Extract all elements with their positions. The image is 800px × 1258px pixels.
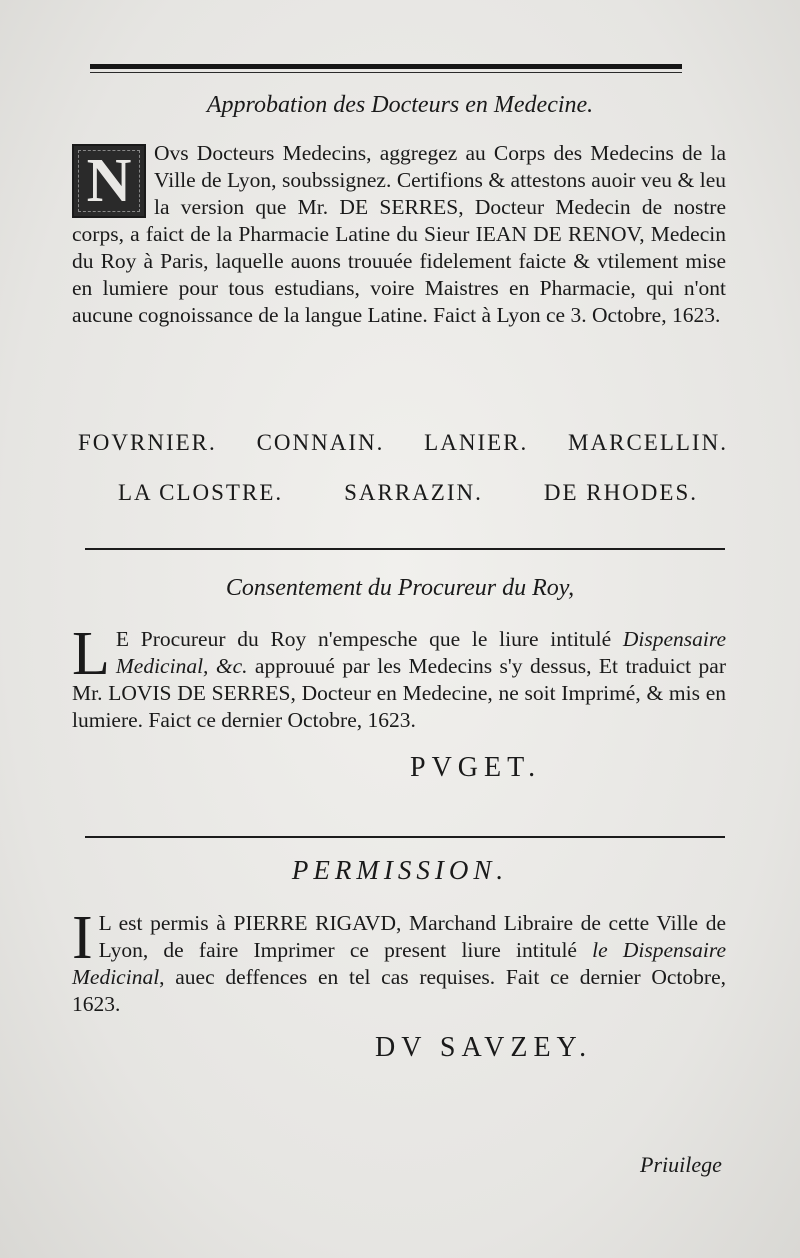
signatory: SARRAZIN. xyxy=(344,480,483,505)
approbation-text: Ovs Docteurs Medecins, aggregez au Corps des Medecins de la Ville de Lyon, soubssignez. Certifions & attestons auoir veu & leu la version que Mr. DE SERRES, Docteur Medecin de nostre corps, a faict de la Pharmacie Latine du Sieur IEAN DE RENOV, Medecin du Roy à Paris, laquelle auons trouuée fidelement faicte & vtilement mise en lumiere pour tous estudians, voire Maistres en Pharmacie, qui n'ont aucune cognoissance de la langue Latine. Faict à Lyon ce 3. Octobre, 1623. xyxy=(72,141,726,327)
ornamental-initial-n: N xyxy=(72,144,146,218)
signatory: LANIER. xyxy=(424,430,529,455)
signatories-row-2 xyxy=(118,480,698,506)
signature-du-sauzey: DV SAVZEY. xyxy=(375,1032,593,1063)
initial-i: I xyxy=(72,904,93,972)
catchword: Priuilege xyxy=(640,1152,722,1177)
signatory: LA CLOSTRE. xyxy=(118,480,284,505)
signatories-row-1 xyxy=(78,430,728,456)
book-title: le Dispensaire Medicinal xyxy=(72,938,726,989)
permission-paragraph: I L est permis à PIERRE RIGAVD, Marchand Libraire de cette Ville de Lyon, de faire Imprimer ce present liure intitulé le Dispensaire Medicinal, auec deffences en tel cas requises. Fait ce dernier Octobre, 1623. xyxy=(72,904,726,1016)
consentement-paragraph: L E Procureur du Roy n'empesche que le liure intitulé Dispensaire Medicinal, &c. approuué par les Medecins s'y dessus, Et traduict par Mr. LOVIS DE SERRES, Docteur en Medecine, ne soit Imprimé, & mis en lumiere. Faict ce dernier Octobre, 1623. xyxy=(72,620,727,732)
signature-puget: PVGET. xyxy=(410,752,542,783)
approbation-paragraph xyxy=(72,140,726,329)
signatory: MARCELLIN. xyxy=(568,430,728,455)
initial-l: L xyxy=(72,620,110,688)
signatory: FOVRNIER. xyxy=(78,430,217,455)
top-rule xyxy=(90,64,682,69)
signatory: DE RHODES. xyxy=(543,480,698,505)
approbation-title: Approbation des Docteurs en Medecine. xyxy=(206,92,594,118)
permission-title: PERMISSION. xyxy=(291,855,509,885)
book-title: Dispensaire Medicinal, &c. xyxy=(115,627,726,678)
section-divider xyxy=(85,836,725,838)
signatory: CONNAIN. xyxy=(256,430,385,455)
section-divider xyxy=(85,548,725,550)
consentement-title: Consentement du Procureur du Roy, xyxy=(225,575,575,601)
